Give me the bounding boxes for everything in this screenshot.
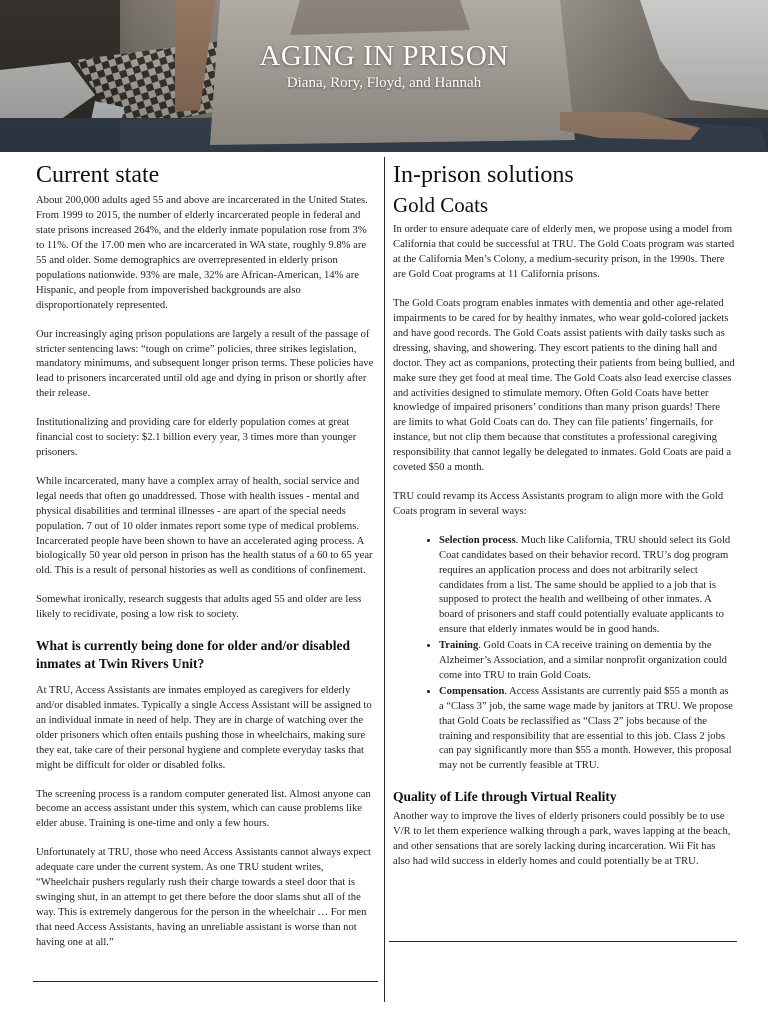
right-column (393, 162, 735, 883)
paragraph-screening: The screening process is a random computer generated list. Almost anyone can become an access assistant under this system, which can cause problems like elder abuse. Training is one-time and only a few hours. (36, 788, 371, 830)
tru-question-heading: What is currently being done for older and/or disabled inmates at Twin Rivers Unit? (36, 638, 351, 671)
gold-coats-heading: Gold Coats (393, 193, 489, 218)
paragraph-access-assistants: At TRU, Access Assistants are inmates employed as caregivers for elderly and/or disabled inmates. Typically a single Access Assistant will be assigned to an individual inmate in need of help. They are in charge of watching over the older prisoners which often entails pushing those in wheelchairs, making sure they eat, take care of their personal hygiene and complete everyday tasks that might be difficult for older or disabled folks. (36, 685, 372, 771)
paragraph-revamp: TRU could revamp its Access Assistants program to align more with the Gold Coats program in several ways: (393, 490, 724, 517)
bullet-text: . Access Assistants are currently paid $55 a month as a “Class 3” job, the same wage made by janitors at TRU. We propose that Gold Coats be reclassified as “Class 2” jobs because of the training and responsibility that are essential to this job. Class 2 jobs can pay significantly more than $55 a month. However, this proposal may not be currently feasible at TRU. (439, 685, 733, 772)
list-item (439, 534, 735, 638)
column-divider (384, 157, 385, 1002)
list-item (439, 685, 735, 774)
revamp-list (393, 534, 735, 775)
bullet-term: Training (439, 640, 479, 652)
bullet-term: Selection process (439, 534, 516, 546)
paragraph-cost: Institutionalizing and providing care for elderly population comes at great financial cost to society: $2.1 billion every year, 3 times more than younger prisoners. (36, 417, 357, 458)
paragraph-gold-coats-intro: In order to ensure adequate care of elderly men, we propose using a model from California that could be successful at TRU. The Gold Coats program was started at the California Men’s Colony, a medium-security prison, in the 1990s. There are Gold Coat programs at 11 California prisons. (393, 224, 735, 281)
authors-subtitle: Diana, Rory, Floyd, and Hannah (286, 75, 482, 91)
paragraph-vr: Another way to improve the lives of elderly prisoners could possibly be to use V/R to let them experience walking through a park, waves lapping at the beach, and other sensations that are sorely lacking during incarceration. Wii Fit has also had wild success in elderly homes and could potentially be at TRU. (393, 810, 731, 867)
bullet-term: Compensation (439, 685, 505, 697)
current-state-heading: Current state (36, 162, 160, 188)
paragraph-sentencing: Our increasingly aging prison populations are largely a result of the passage of stricter sentencing laws: “tough on crime” policies, three strikes legislation, mandatory minimums, and subsequent longer prison terms. These policies have lead to prisoners incarcerated until old age and dying in prison or shortly after their release. (36, 328, 374, 400)
header-banner (0, 0, 768, 152)
right-bottom-rule (389, 941, 737, 942)
paragraph-demographics: About 200,000 adults aged 55 and above are incarcerated in the United States. From 1999 to 2015, the number of elderly incarcerated people in federal and state prisons increased 264%, and the elderly inmate population rose from 3% to 11%. Of the 17.00 men who are incarcerated in WA state, roughly 9.8% are 55 and older. Some demographics are overrepresented in elderly prison populations nationwide. 93% are male, 32% are African-American, 14% are Hispanic, and people from impoverished backgrounds are also disproportionately represented. (36, 195, 368, 311)
bullet-text: . Much like California, TRU should select its Gold Coat candidates based on their behavior record. TRU’s dog program requires an application process and does not arbitrarily select candidates from a list. The same should be applied to a job that is supposed to protect the health and wellbeing of other inmates. A board of prisoners and staff could potentially evaluate applicants to ensure that elderly inmates would be in good hands. (439, 534, 731, 636)
solutions-heading: In-prison solutions (393, 162, 574, 188)
paragraph-gold-coats-program: The Gold Coats program enables inmates with dementia and other age-related impairments to be cared for by healthy inmates, who wear gold-colored jackets and have good records. The Gold Coats assist patients with daily tasks such as dressing, shaving, and showering. They escort patients to the dining hall and doctor. They act as companions, protecting their patients from being bullied, and make sure they get food at meal time. The Gold Coats also lead exercise classes and activities designed to stimulate memory. Often Gold Coats have better knowledge of impaired prisoners’ conditions than many prison guards! There are limits to what Gold Coats can do. They can file patients’ fingernails, for instance, but not clip them because that constitutes a professional caregiving responsibility that cannot legally be delegated to inmates. Gold Coats are paid a coveted $50 a month. (393, 298, 735, 474)
vr-heading: Quality of Life through Virtual Reality (393, 789, 617, 805)
list-item (439, 639, 735, 684)
paragraph-health: While incarcerated, many have a complex array of health, social service and legal needs that often go unaddressed. Those with health issues - mental and physical disabilities and terminal illnesses - are apart of the special needs population. 7 out of 10 older inmates report some type of medical problems. Incarcerated people have been shown to have an accelerated aging process. A biologically 50 year old person in prison has the health status of a 60 to 65 year old. This is a result of personal histories as well as conditions of confinement. (36, 475, 373, 577)
paragraph-recidivism: Somewhat ironically, research suggests that adults aged 55 and older are less likely to recidivate, posing a low risk to society. (36, 594, 362, 621)
page-title: AGING IN PRISON (259, 40, 509, 72)
paragraph-student-quote: Unfortunately at TRU, those who need Access Assistants cannot always expect adequate care under the current system. As one TRU student writes, “Wheelchair pushers regularly rush their charge towards a steel door that is swinging shut, in an attempt to get there before the door slams shut all of the way. This is extremely dangerous for the person in the wheelchair … For men that need Access Assistants, having an unreliable assistant is worse than not having one at all.” (36, 847, 371, 948)
bullet-text: . Gold Coats in CA receive training on dementia by the Alzheimer’s Association, and a similar nonprofit organization could come into TRU to train Gold Coats. (439, 640, 727, 681)
left-bottom-rule (33, 981, 378, 982)
left-column (36, 162, 376, 965)
